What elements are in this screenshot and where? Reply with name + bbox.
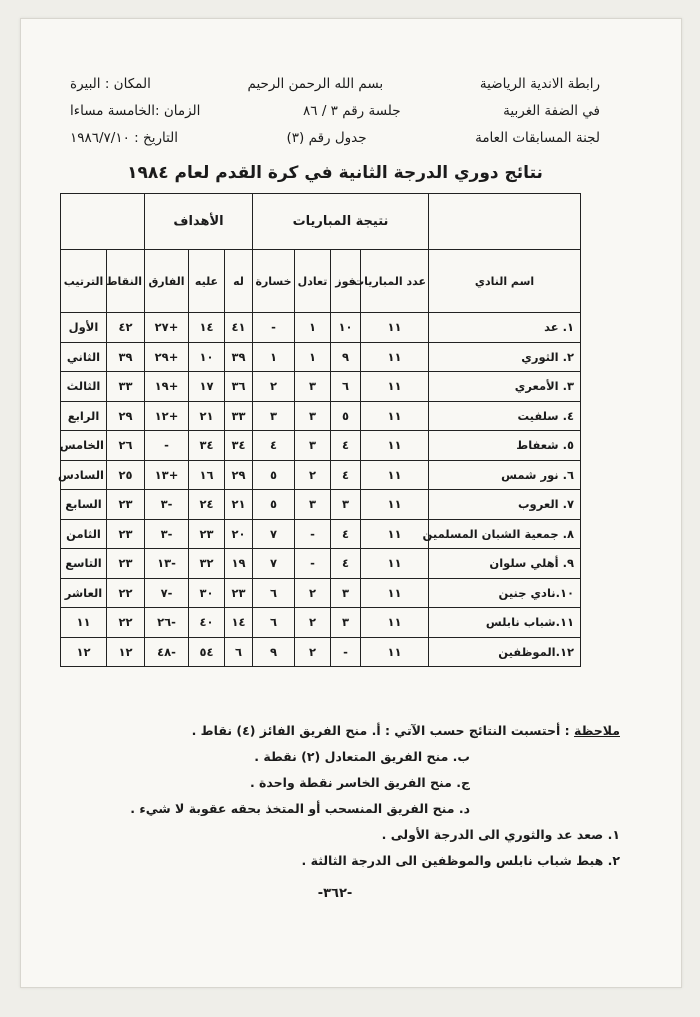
rank-cell: الرابع <box>61 401 107 431</box>
rank-cell: الثامن <box>61 519 107 549</box>
draws-cell: ١ <box>295 342 331 372</box>
wins-cell: ١٠ <box>331 313 361 343</box>
club-name-cell: ٦. نور شمس <box>429 460 581 490</box>
wins-cell: ٣ <box>331 578 361 608</box>
points-cell: ١٢ <box>107 637 145 667</box>
rank-cell: الثاني <box>61 342 107 372</box>
note-line-6: ٢. هبط شباب نابلس والموظفين الى الدرجة الثالثة . <box>301 853 620 868</box>
rank-cell: الأول <box>61 313 107 343</box>
table-row <box>61 608 581 638</box>
losses-cell: ٧ <box>253 519 295 549</box>
goals-against-cell: ١٧ <box>189 372 225 402</box>
points-cell: ٢٥ <box>107 460 145 490</box>
points-cell: ٢٣ <box>107 490 145 520</box>
club-name-cell: ٥. شعفاط <box>429 431 581 461</box>
club-name-cell: ٤. سلفيت <box>429 401 581 431</box>
points-cell: ٢٩ <box>107 401 145 431</box>
goals-for-header: له <box>225 250 253 313</box>
club-name-cell: ١٠.نادي جنين <box>429 578 581 608</box>
table-row <box>61 519 581 549</box>
goals-for-cell: ٦ <box>225 637 253 667</box>
goals-against-cell: ٢٤ <box>189 490 225 520</box>
club-header-spacer <box>429 194 581 250</box>
note-line-5: ١. صعد عد والثوري الى الدرجة الأولى . <box>381 827 620 842</box>
goals-against-cell: ١٦ <box>189 460 225 490</box>
matches-cell: ١١ <box>361 401 429 431</box>
goals-for-cell: ٢٠ <box>225 519 253 549</box>
matches-cell: ١١ <box>361 342 429 372</box>
losses-cell: ٦ <box>253 578 295 608</box>
goals-against-cell: ٢٣ <box>189 519 225 549</box>
goals-for-cell: ٢٩ <box>225 460 253 490</box>
club-name-cell: ١. عد <box>429 313 581 343</box>
table-row <box>61 549 581 579</box>
losses-cell: ١ <box>253 342 295 372</box>
club-name-cell: ٨. جمعية الشبان المسلمين <box>429 519 581 549</box>
club-name-cell: ١٢.الموظفين <box>429 637 581 667</box>
points-cell: ٣٣ <box>107 372 145 402</box>
draws-cell: - <box>295 519 331 549</box>
losses-cell: ٥ <box>253 460 295 490</box>
wins-cell: ٥ <box>331 401 361 431</box>
matches-cell: ١١ <box>361 637 429 667</box>
matches-cell: ١١ <box>361 578 429 608</box>
draws-cell: ٢ <box>295 460 331 490</box>
draws-cell: ٢ <box>295 578 331 608</box>
points-group-spacer <box>61 194 145 250</box>
goals-for-cell: ٣٣ <box>225 401 253 431</box>
draws-cell: ٢ <box>295 608 331 638</box>
rank-cell: السابع <box>61 490 107 520</box>
matches-header: عدد المباريات <box>361 250 429 313</box>
club-name-cell: ١١.شباب نابلس <box>429 608 581 638</box>
wins-cell: ٤ <box>331 431 361 461</box>
table-row <box>61 401 581 431</box>
goals-against-cell: ٣٢ <box>189 549 225 579</box>
note-line-3: ج. منح الفريق الخاسر نقطة واحدة . <box>249 775 470 790</box>
goals-against-cell: ١٤ <box>189 313 225 343</box>
wins-cell: ٤ <box>331 460 361 490</box>
table-row <box>61 490 581 520</box>
goals-for-cell: ١٤ <box>225 608 253 638</box>
rank-cell: العاشر <box>61 578 107 608</box>
goal-diff-cell: -٧ <box>145 578 189 608</box>
draws-cell: ٣ <box>295 401 331 431</box>
losses-cell: ٢ <box>253 372 295 402</box>
notes-label: ملاحظة <box>574 723 620 738</box>
matches-cell: ١١ <box>361 431 429 461</box>
club-name-cell: ٣. الأمعري <box>429 372 581 402</box>
goals-against-cell: ٢١ <box>189 401 225 431</box>
rank-header: الترتيب <box>61 250 107 313</box>
wins-cell: ٩ <box>331 342 361 372</box>
goals-against-cell: ٣٤ <box>189 431 225 461</box>
goals-for-cell: ٢٣ <box>225 578 253 608</box>
points-cell: ٢٣ <box>107 519 145 549</box>
points-cell: ٢٢ <box>107 608 145 638</box>
standings-table-container <box>57 193 580 667</box>
goals-for-cell: ٣٩ <box>225 342 253 372</box>
goal-diff-cell: -١٣ <box>145 549 189 579</box>
rank-cell: السادس <box>61 460 107 490</box>
note-line-4: د. منح الفريق المنسحب أو المتخذ بحقه عقوبة لا شيء . <box>130 801 470 816</box>
points-cell: ٢٣ <box>107 549 145 579</box>
goals-against-cell: ٥٤ <box>189 637 225 667</box>
matches-cell: ١١ <box>361 608 429 638</box>
goal-diff-cell: +١٣ <box>145 460 189 490</box>
goal-diff-cell: - <box>145 431 189 461</box>
wins-cell: ٤ <box>331 549 361 579</box>
club-name-cell: ٢. الثوري <box>429 342 581 372</box>
losses-cell: - <box>253 313 295 343</box>
losses-cell: ٦ <box>253 608 295 638</box>
table-row <box>61 372 581 402</box>
goals-for-cell: ٢١ <box>225 490 253 520</box>
goal-diff-header: الفارق <box>145 250 189 313</box>
standings-table <box>57 193 581 667</box>
losses-cell: ٧ <box>253 549 295 579</box>
notes-section <box>90 718 620 874</box>
rank-cell: ١١ <box>61 608 107 638</box>
rank-cell: التاسع <box>61 549 107 579</box>
note-line-2: ب. منح الفريق المتعادل (٢) نقطة . <box>254 749 470 764</box>
matches-cell: ١١ <box>361 490 429 520</box>
goals-for-cell: ١٩ <box>225 549 253 579</box>
goal-diff-cell: -٣ <box>145 519 189 549</box>
matches-cell: ١١ <box>361 313 429 343</box>
wins-cell: ٣ <box>331 490 361 520</box>
goals-against-cell: ٤٠ <box>189 608 225 638</box>
points-header: النقاط <box>107 250 145 313</box>
wins-header: فوز <box>331 250 361 313</box>
goals-for-cell: ٤١ <box>225 313 253 343</box>
goal-diff-cell: -٤٨ <box>145 637 189 667</box>
rank-cell: الخامس <box>61 431 107 461</box>
goals-group-header: الأهداف <box>145 194 253 250</box>
note-line-1: : أحتسبت النتائج حسب الآتي : أ. منح الفريق الفائز (٤) نقاط . <box>191 723 570 738</box>
matches-cell: ١١ <box>361 372 429 402</box>
wins-cell: - <box>331 637 361 667</box>
table-row <box>61 637 581 667</box>
time-line: الزمان :الخامسة مساءا <box>70 102 201 119</box>
page-number: -٣٦٢- <box>317 886 353 901</box>
points-cell: ٤٢ <box>107 313 145 343</box>
goal-diff-cell: +١٩ <box>145 372 189 402</box>
wins-cell: ٣ <box>331 608 361 638</box>
draws-cell: ١ <box>295 313 331 343</box>
matches-cell: ١١ <box>361 549 429 579</box>
session-line: جلسة رقم ٣ / ٨٦ <box>303 102 401 119</box>
points-cell: ٢٢ <box>107 578 145 608</box>
points-cell: ٣٩ <box>107 342 145 372</box>
goal-diff-cell: +١٢ <box>145 401 189 431</box>
points-cell: ٢٦ <box>107 431 145 461</box>
club-name-header: اسم النادي <box>429 250 581 313</box>
org-line: رابطة الاندية الرياضية <box>479 75 600 92</box>
goal-diff-cell: -٣ <box>145 490 189 520</box>
draws-cell: ٣ <box>295 490 331 520</box>
basmala: بسم الله الرحمن الرحيم <box>247 75 384 92</box>
wins-cell: ٤ <box>331 519 361 549</box>
goal-diff-cell: +٢٧ <box>145 313 189 343</box>
place-line: المكان : البيرة <box>70 75 151 92</box>
club-name-cell: ٩. أهلي سلوان <box>429 549 581 579</box>
document-title: نتائج دوري الدرجة الثانية في كرة القدم لعام ١٩٨٤ <box>127 163 543 183</box>
losses-cell: ٣ <box>253 401 295 431</box>
date-line: التاريخ : ١٩٨٦/٧/١٠ <box>70 129 179 146</box>
draws-cell: - <box>295 549 331 579</box>
goal-diff-cell: -٢٦ <box>145 608 189 638</box>
goals-for-cell: ٣٦ <box>225 372 253 402</box>
club-name-cell: ٧. العروب <box>429 490 581 520</box>
draws-cell: ٣ <box>295 431 331 461</box>
rank-cell: ١٢ <box>61 637 107 667</box>
rank-cell: الثالث <box>61 372 107 402</box>
draws-cell: ٣ <box>295 372 331 402</box>
losses-cell: ٩ <box>253 637 295 667</box>
matches-cell: ١١ <box>361 460 429 490</box>
table-row <box>61 460 581 490</box>
losses-cell: ٤ <box>253 431 295 461</box>
letterhead <box>70 70 600 151</box>
committee-line: لجنة المسابقات العامة <box>475 129 600 146</box>
goals-against-header: عليه <box>189 250 225 313</box>
wins-cell: ٦ <box>331 372 361 402</box>
goals-against-cell: ٣٠ <box>189 578 225 608</box>
table-number-line: جدول رقم (٣) <box>286 129 367 146</box>
goal-diff-cell: +٢٩ <box>145 342 189 372</box>
table-row <box>61 313 581 343</box>
losses-header: خسارة <box>253 250 295 313</box>
table-row <box>61 431 581 461</box>
region-line: في الضفة الغربية <box>503 102 600 119</box>
results-group-header: نتيجة المباريات <box>253 194 429 250</box>
table-row <box>61 578 581 608</box>
goals-for-cell: ٣٤ <box>225 431 253 461</box>
matches-cell: ١١ <box>361 519 429 549</box>
table-row <box>61 342 581 372</box>
draws-header: تعادل <box>295 250 331 313</box>
losses-cell: ٥ <box>253 490 295 520</box>
draws-cell: ٢ <box>295 637 331 667</box>
goals-against-cell: ١٠ <box>189 342 225 372</box>
